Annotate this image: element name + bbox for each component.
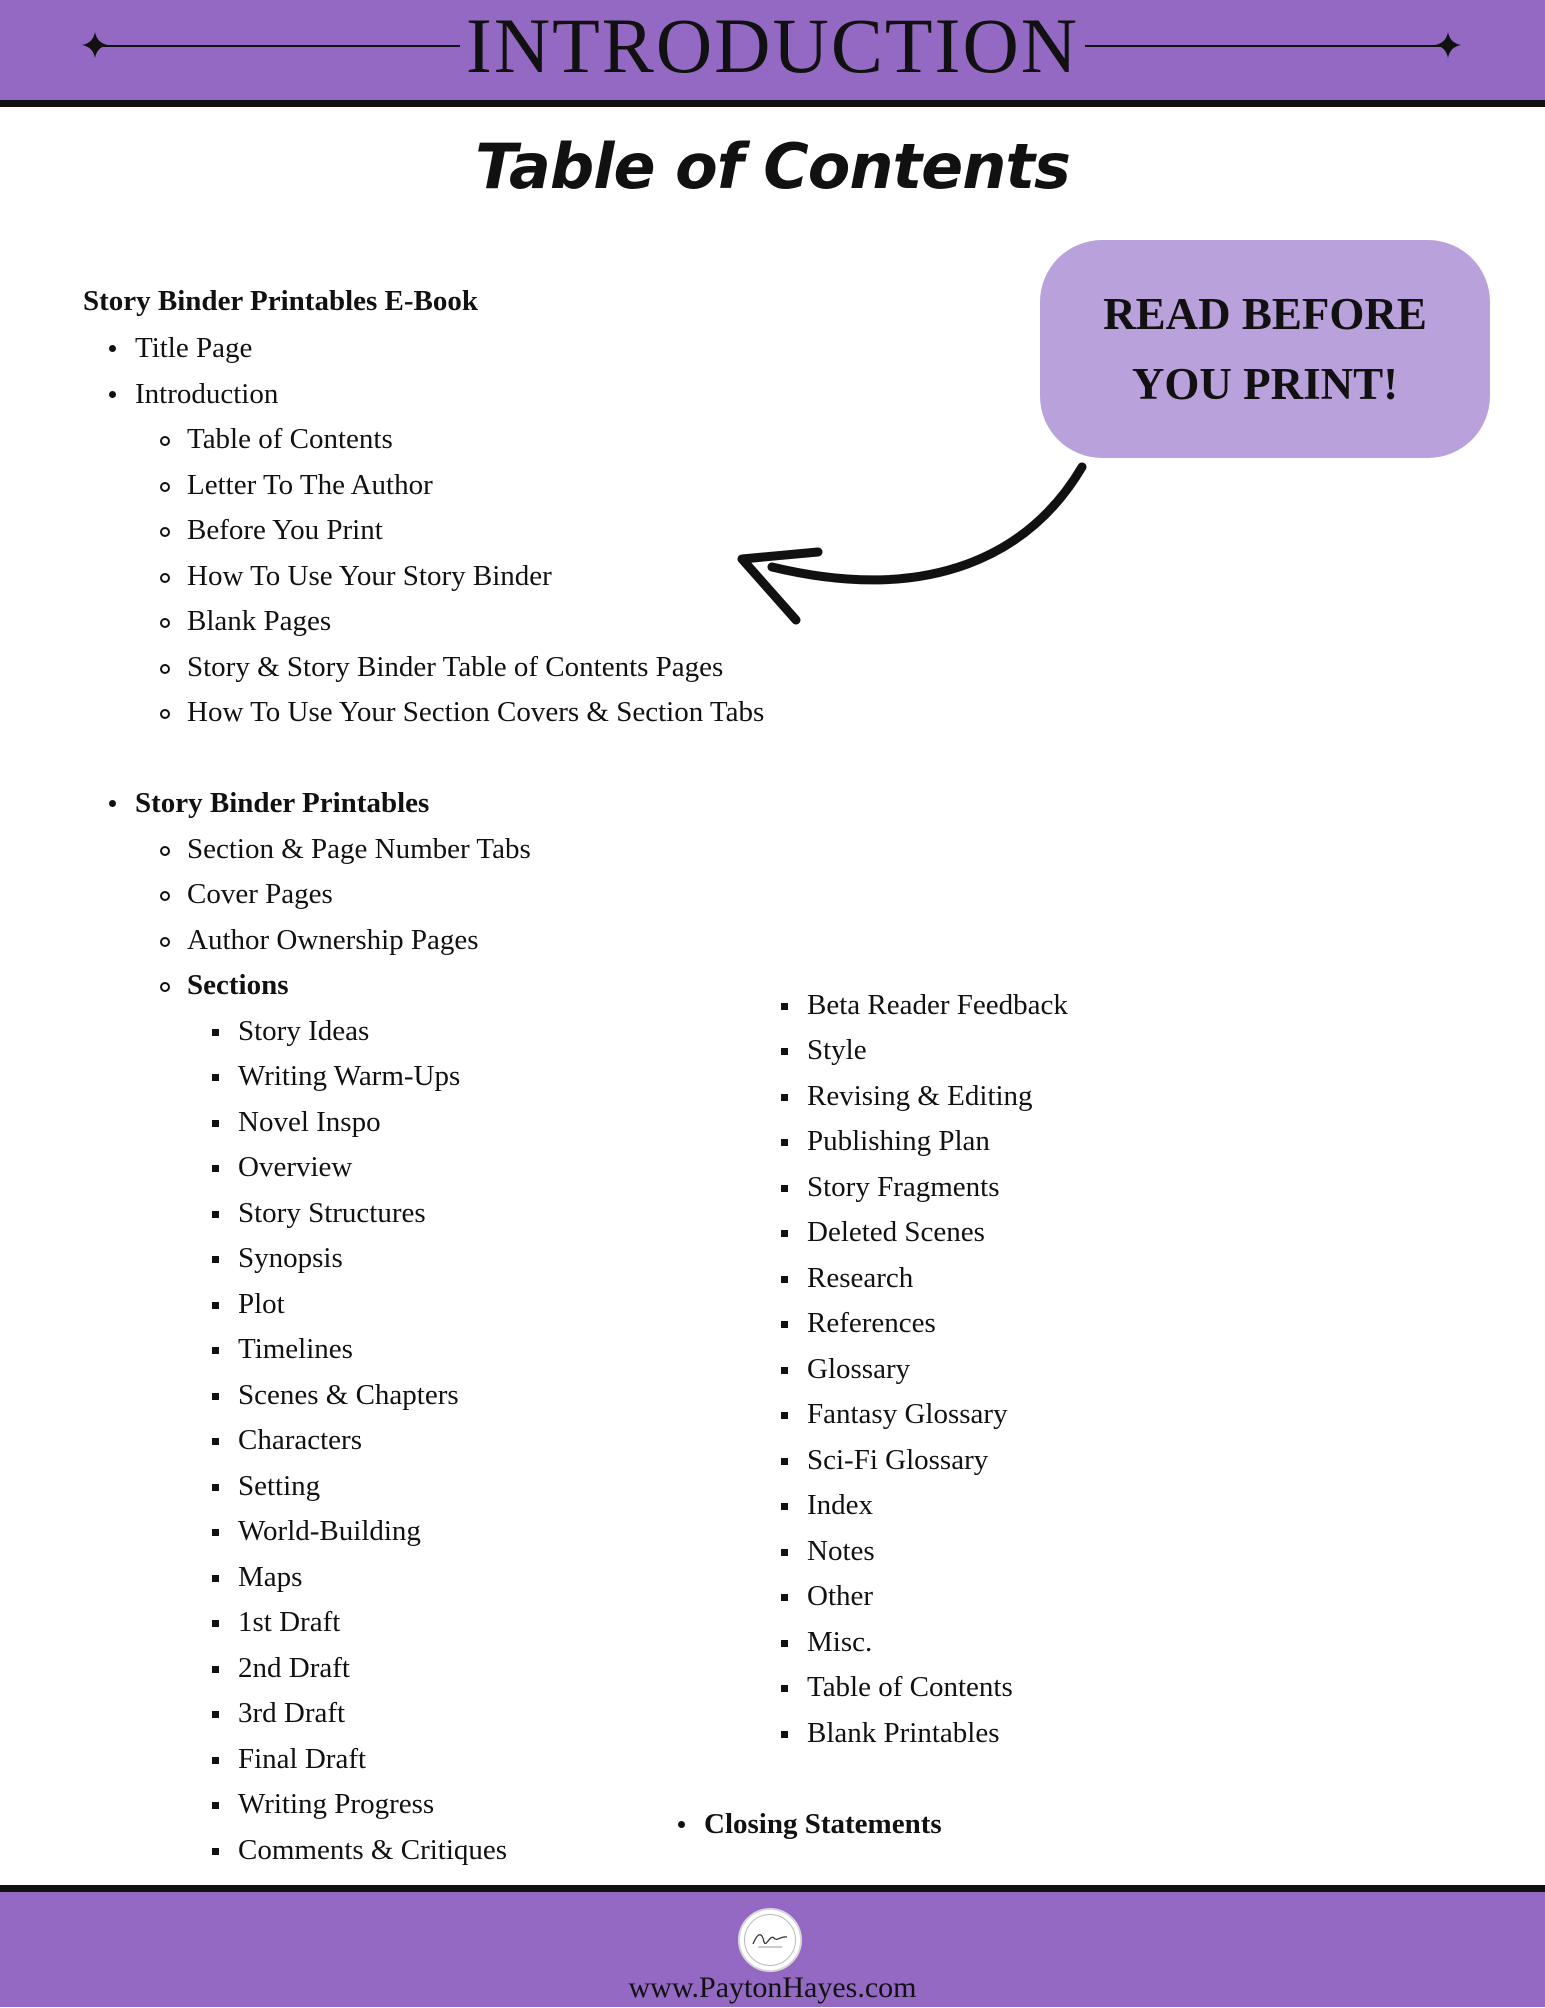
section-item: Misc.: [807, 1622, 872, 1662]
section-header-text: INTRODUCTION: [460, 2, 1085, 89]
section-item: Story Ideas: [238, 1011, 369, 1051]
section-item: Style: [807, 1030, 867, 1070]
section-item: Timelines: [238, 1329, 353, 1369]
section-item: Comments & Critiques: [238, 1830, 507, 1870]
toc-subitem: Before You Print: [187, 510, 383, 550]
section-item: Writing Progress: [238, 1784, 434, 1824]
section-item: Novel Inspo: [238, 1102, 381, 1142]
section-item: Characters: [238, 1420, 362, 1460]
section-item: Beta Reader Feedback: [807, 985, 1068, 1025]
toc-subitem: How To Use Your Story Binder: [187, 556, 552, 596]
toc-subitem: Letter To The Author: [187, 465, 433, 505]
toc-subitem: Cover Pages: [187, 874, 333, 914]
section-item: Overview: [238, 1147, 352, 1187]
section-item: Plot: [238, 1284, 285, 1324]
section-item: Table of Contents: [807, 1667, 1013, 1707]
website-link[interactable]: www.PaytonHayes.com: [628, 1971, 917, 2004]
section-item: Publishing Plan: [807, 1121, 990, 1161]
section-item: Other: [807, 1576, 873, 1616]
section-item: Synopsis: [238, 1238, 343, 1278]
toc-subitem: Section & Page Number Tabs: [187, 829, 531, 869]
toc-subitem: Story & Story Binder Table of Contents Pages: [187, 647, 723, 687]
section-item: Glossary: [807, 1349, 910, 1389]
section-item: 2nd Draft: [238, 1648, 350, 1688]
section-item: Setting: [238, 1466, 320, 1506]
section-item: Sci-Fi Glossary: [807, 1440, 988, 1480]
section-item: Notes: [807, 1531, 875, 1571]
section-item: 1st Draft: [238, 1602, 340, 1642]
section-item: Story Fragments: [807, 1167, 1000, 1207]
section-item: Final Draft: [238, 1739, 366, 1779]
toc-subitem: Table of Contents: [187, 419, 393, 459]
curved-arrow-icon: [730, 455, 1090, 635]
section-item: Blank Printables: [807, 1713, 1000, 1753]
section-item: Revising & Editing: [807, 1076, 1033, 1116]
section-item: References: [807, 1303, 936, 1343]
toc-subitem: Blank Pages: [187, 601, 331, 641]
toc-item-printables: Story Binder Printables: [135, 783, 429, 823]
read-before-print-callout: READ BEFORE YOU PRINT!: [1040, 240, 1490, 458]
section-item: Fantasy Glossary: [807, 1394, 1008, 1434]
toc-subitem: How To Use Your Section Covers & Section Tabs: [187, 692, 764, 732]
section-item: 3rd Draft: [238, 1693, 345, 1733]
page-title: Table of Contents: [475, 130, 1070, 203]
section-item: Maps: [238, 1557, 302, 1597]
section-item: World-Building: [238, 1511, 421, 1551]
section-item: Story Structures: [238, 1193, 426, 1233]
toc-item-closing: Closing Statements: [704, 1804, 942, 1844]
section-item: Research: [807, 1258, 913, 1298]
section-item: Scenes & Chapters: [238, 1375, 459, 1415]
signature-logo-icon: [738, 1908, 802, 1972]
toc-subitem-sections: Sections: [187, 965, 289, 1005]
toc-item-introduction: Introduction: [135, 374, 278, 414]
section-item: Deleted Scenes: [807, 1212, 985, 1252]
ebook-heading: Story Binder Printables E-Book: [83, 285, 479, 317]
section-item: Writing Warm-Ups: [238, 1056, 460, 1096]
toc-item-title-page: Title Page: [135, 328, 252, 368]
section-header: [0, 0, 1545, 96]
toc-subitem: Author Ownership Pages: [187, 920, 479, 960]
section-item: Index: [807, 1485, 873, 1525]
